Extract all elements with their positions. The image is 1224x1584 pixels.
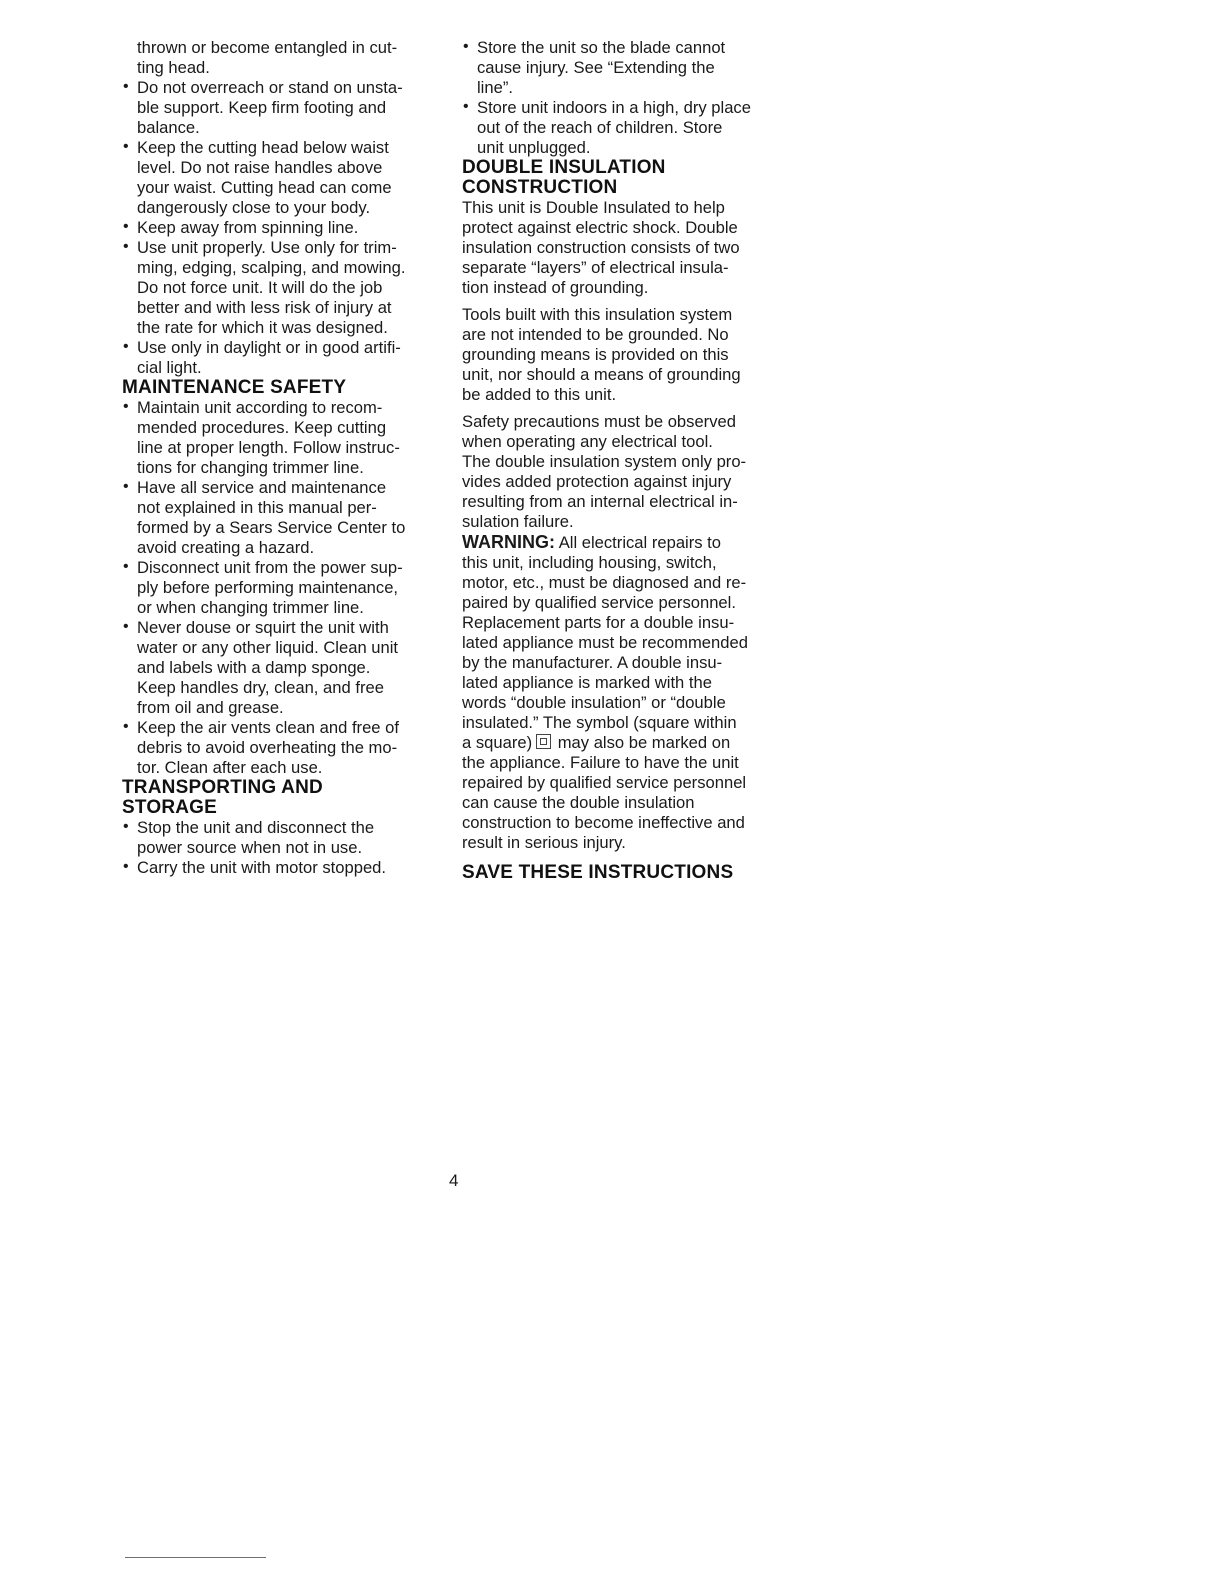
list-item-line: Keep handles dry, clean, and free xyxy=(137,678,384,697)
list-item xyxy=(122,238,440,338)
bullet-icon: • xyxy=(123,398,129,415)
list-item xyxy=(122,558,440,618)
warning-label: WARNING: xyxy=(462,532,555,552)
list-item-line: formed by a Sears Service Center to xyxy=(137,518,406,537)
insulation-paragraph xyxy=(462,198,782,298)
list-item xyxy=(122,818,440,858)
precautions-paragraph xyxy=(462,412,782,532)
text-line: the appliance. Failure to have the unit xyxy=(462,753,739,772)
list-item-line: Keep the air vents clean and free of xyxy=(137,718,399,737)
list-item-line: unit unplugged. xyxy=(477,138,591,157)
text-line: unit, nor should a means of grounding xyxy=(462,365,741,384)
text-line: motor, etc., must be diagnosed and re- xyxy=(462,573,747,592)
text-line: grounding means is provided on this xyxy=(462,345,729,364)
list-item-line: Use only in daylight or in good artifi- xyxy=(137,338,401,357)
list-item xyxy=(462,38,782,98)
list-item-line: better and with less risk of injury at xyxy=(137,298,392,317)
transporting-list xyxy=(122,818,440,878)
list-item xyxy=(122,858,440,878)
text-line: when operating any electrical tool. xyxy=(462,432,713,451)
bullet-icon: • xyxy=(123,478,129,495)
bullet-icon: • xyxy=(123,338,129,355)
bullet-icon: • xyxy=(123,818,129,835)
list-item-line: cause injury. See “Extending the xyxy=(477,58,715,77)
warning-first-line xyxy=(462,532,782,553)
bullet-icon: • xyxy=(123,618,129,635)
list-item xyxy=(122,618,440,718)
list-item-line: Carry the unit with motor stopped. xyxy=(137,858,387,877)
text-line: ting head. xyxy=(137,58,210,77)
list-item-line: debris to avoid overheating the mo- xyxy=(137,738,398,757)
text-line: The double insulation system only pro- xyxy=(462,452,747,471)
list-item-line: ble support. Keep firm footing and xyxy=(137,98,387,117)
list-item xyxy=(122,398,440,478)
text-line: resulting from an internal electrical in- xyxy=(462,492,738,511)
list-item-line: avoid creating a hazard. xyxy=(137,538,315,557)
list-item-line: Keep the cutting head below waist xyxy=(137,138,389,157)
heading-line: STORAGE xyxy=(122,797,218,818)
bullet-icon: • xyxy=(463,38,469,55)
text-line: protect against electric shock. Double xyxy=(462,218,738,237)
list-item-line: not explained in this manual per- xyxy=(137,498,377,517)
text-line: words “double insulation” or “double xyxy=(462,693,726,712)
list-item xyxy=(122,218,440,238)
text-line: lated appliance must be recommended xyxy=(462,633,748,652)
heading-line: TRANSPORTING AND xyxy=(122,777,323,798)
list-item xyxy=(122,138,440,218)
text-line: are not intended to be grounded. No xyxy=(462,325,729,344)
list-item-line: Maintain unit according to recom- xyxy=(137,398,383,417)
heading-line: CONSTRUCTION xyxy=(462,177,618,198)
list-item-line: ply before performing maintenance, xyxy=(137,578,399,597)
list-item-line: Use unit properly. Use only for trim- xyxy=(137,238,397,257)
double-insulation-symbol-icon xyxy=(536,734,551,749)
list-item-line: water or any other liquid. Clean unit xyxy=(137,638,399,657)
list-item-line: tor. Clean after each use. xyxy=(137,758,323,777)
list-item-line: tions for changing trimmer line. xyxy=(137,458,364,477)
text-line: paired by qualified service personnel. xyxy=(462,593,736,612)
symbol-text-after: may also be marked on xyxy=(557,733,731,752)
bullet-icon: • xyxy=(123,218,129,235)
bullet-icon: • xyxy=(123,858,129,875)
maintenance-safety-list xyxy=(122,398,440,778)
list-item-line: Store unit indoors in a high, dry place xyxy=(477,98,751,117)
list-item-line: Do not overreach or stand on unsta- xyxy=(137,78,403,97)
bullet-icon: • xyxy=(123,558,129,575)
list-item xyxy=(122,338,440,378)
list-item xyxy=(122,718,440,778)
list-item-line: Do not force unit. It will do the job xyxy=(137,278,383,297)
warning-text: All electrical repairs to xyxy=(555,533,722,552)
intro-text xyxy=(122,38,440,78)
symbol-text-before: a square) xyxy=(462,733,533,752)
text-line: insulated.” The symbol (square within xyxy=(462,713,737,732)
page-number: 4 xyxy=(449,1171,459,1190)
list-item xyxy=(462,98,782,158)
left-column xyxy=(122,38,440,878)
text-line: by the manufacturer. A double insu- xyxy=(462,653,723,672)
text-line: separate “layers” of electrical insula- xyxy=(462,258,729,277)
text-line: tion instead of grounding. xyxy=(462,278,649,297)
symbol-line xyxy=(462,733,782,753)
list-item-line: ming, edging, scalping, and mowing. xyxy=(137,258,406,277)
heading-line: DOUBLE INSULATION xyxy=(462,157,666,178)
operating-safety-list xyxy=(122,78,440,378)
list-item-line: cial light. xyxy=(137,358,202,377)
footer-rule xyxy=(125,1557,266,1558)
text-line: repaired by qualified service personnel xyxy=(462,773,747,792)
list-item-line: Stop the unit and disconnect the xyxy=(137,818,375,837)
list-item-line: out of the reach of children. Store xyxy=(477,118,723,137)
list-item xyxy=(122,78,440,138)
text-line: Safety precautions must be observed xyxy=(462,412,736,431)
transporting-storage-heading xyxy=(122,778,440,818)
list-item-line: mended procedures. Keep cutting xyxy=(137,418,387,437)
bullet-icon: • xyxy=(123,78,129,95)
bullet-icon: • xyxy=(123,138,129,155)
list-item-line: Store the unit so the blade cannot xyxy=(477,38,726,57)
text-line: This unit is Double Insulated to help xyxy=(462,198,725,217)
text-line: this unit, including housing, switch, xyxy=(462,553,717,572)
list-item-line: or when changing trimmer line. xyxy=(137,598,364,617)
bullet-icon: • xyxy=(123,718,129,735)
list-item-line: dangerously close to your body. xyxy=(137,198,371,217)
maintenance-safety-heading: MAINTENANCE SAFETY xyxy=(122,377,347,398)
save-instructions-heading: SAVE THESE INSTRUCTIONS xyxy=(462,862,734,883)
text-line: Replacement parts for a double insu- xyxy=(462,613,735,632)
warning-paragraph xyxy=(462,532,782,853)
text-line: thrown or become entangled in cut- xyxy=(137,38,398,57)
list-item-line: line at proper length. Follow instruc- xyxy=(137,438,400,457)
text-line: result in serious injury. xyxy=(462,833,626,852)
text-line: Tools built with this insulation system xyxy=(462,305,733,324)
list-item-line: balance. xyxy=(137,118,200,137)
list-item-line: the rate for which it was designed. xyxy=(137,318,388,337)
text-line: be added to this unit. xyxy=(462,385,617,404)
storage-list xyxy=(462,38,782,158)
list-item-line: power source when not in use. xyxy=(137,838,363,857)
list-item-line: your waist. Cutting head can come xyxy=(137,178,392,197)
text-line: construction to become ineffective and xyxy=(462,813,745,832)
text-line: can cause the double insulation xyxy=(462,793,695,812)
list-item xyxy=(122,478,440,558)
text-line: lated appliance is marked with the xyxy=(462,673,712,692)
text-line: sulation failure. xyxy=(462,512,574,531)
right-column xyxy=(462,38,782,883)
list-item-line: Keep away from spinning line. xyxy=(137,218,359,237)
bullet-icon: • xyxy=(463,98,469,115)
list-item-line: Disconnect unit from the power sup- xyxy=(137,558,403,577)
list-item-line: level. Do not raise handles above xyxy=(137,158,383,177)
grounding-paragraph xyxy=(462,305,782,405)
list-item-line: and labels with a damp sponge. xyxy=(137,658,371,677)
text-line: vides added protection against injury xyxy=(462,472,732,491)
text-line: insulation construction consists of two xyxy=(462,238,740,257)
list-item-line: line”. xyxy=(477,78,513,97)
list-item-line: Never douse or squirt the unit with xyxy=(137,618,389,637)
list-item-line: from oil and grease. xyxy=(137,698,284,717)
double-insulation-heading xyxy=(462,158,782,198)
bullet-icon: • xyxy=(123,238,129,255)
list-item-line: Have all service and maintenance xyxy=(137,478,387,497)
